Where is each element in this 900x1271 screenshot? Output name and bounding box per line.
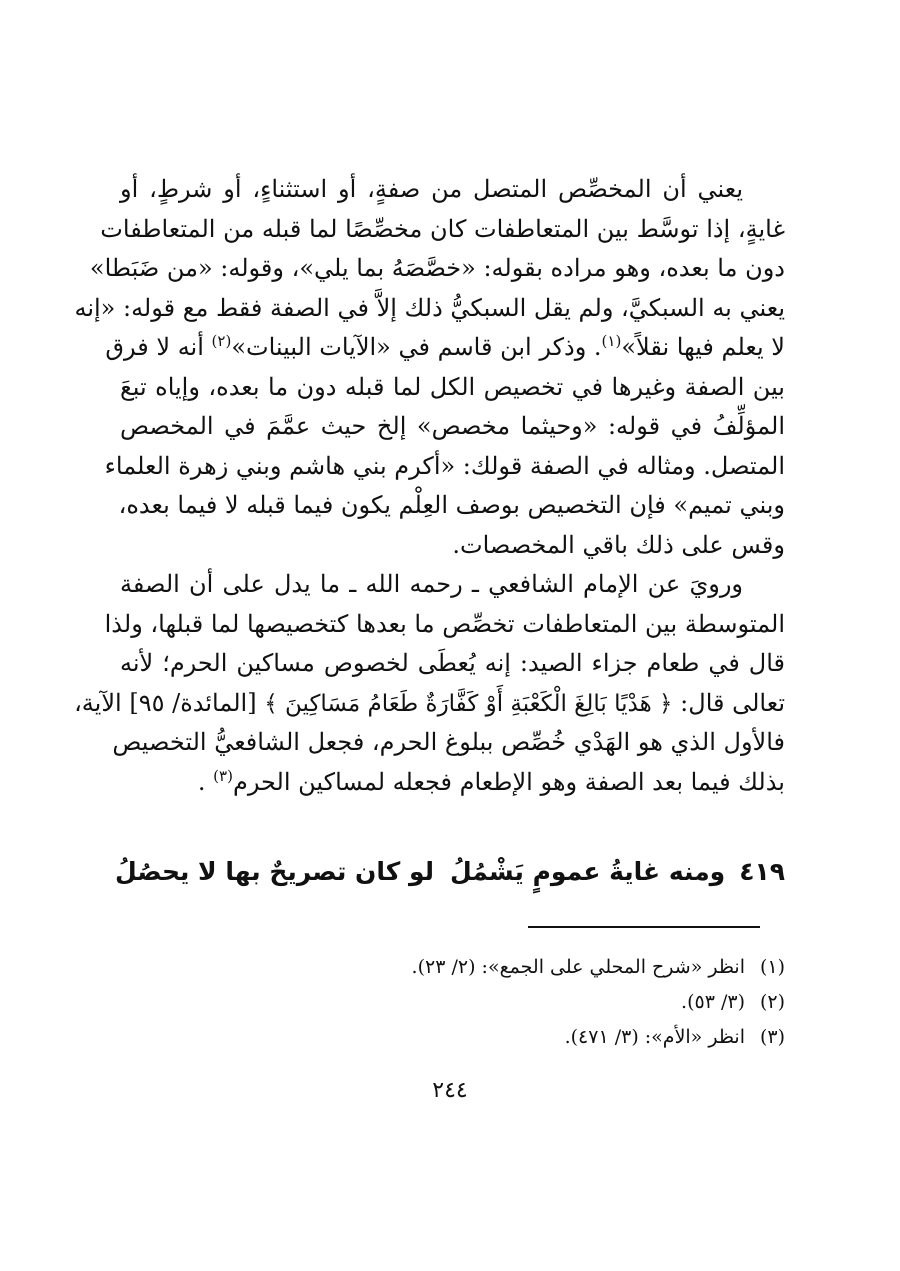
text-line: المؤلِّفُ في قوله: «وحيثما مخصص» إلخ حيث عمَّمَ في المخصص: [120, 412, 785, 440]
footnote: [120, 985, 785, 1020]
footnote-text: انظر «شرح المحلي على الجمع»: (٢/ ٢٣).: [411, 956, 745, 978]
footnotes: [120, 950, 785, 1055]
footnote: [120, 1020, 785, 1055]
text-line: غايةٍ، إذا توسَّط بين المتعاطفات كان مخصِّصًا لما قبله من المتعاطفات: [100, 214, 785, 243]
text-line: فالأول الذي هو الهَدْي خُصِّص ببلوغ الحرم، فجعل الشافعيُّ التخصيص: [112, 728, 785, 756]
footnote-number: (٢): [759, 991, 785, 1013]
text-line: المتوسطة بين المتعاطفات تخصِّص ما بعدها كتخصيصها لما قبلها، ولذا: [104, 609, 785, 638]
text-line: يعني أن المخصِّص المتصل من صفةٍ، أو استثناءٍ، أو شرطٍ، أو: [120, 175, 743, 203]
footnote-ref: (١): [601, 332, 622, 350]
page-number: ٢٤٤: [432, 1078, 468, 1103]
verse-line: [115, 850, 785, 894]
text-line: لا يعلم فيها نقلاً»$^{(١)}$. وذكر ابن قاسم في «الآيات البينات»$^{(٢)}$ أنه لا فرق: [105, 332, 785, 361]
body-text: [74, 170, 785, 802]
text-line: بين الصفة وغيرها في تخصيص الكل لما قبله دون ما بعده، وإياه تبعَ: [120, 372, 785, 401]
quran-quote: ﴿ هَدْيًا بَالِغَ الْكَعْبَةِ أَوْ كَفَّارَةٌ طَعَامُ مَسَاكِينَ ﴾: [264, 690, 673, 717]
text-line: بذلك فيما بعد الصفة وهو الإطعام فجعله لمساكين الحرم$^{(٣)}$ .: [197, 766, 785, 796]
text-line: ورويَ عن الإمام الشافعي ـ رحمه الله ـ ما يدل على أن الصفة: [120, 570, 743, 598]
footnote: [120, 950, 785, 985]
footnote-text: انظر «الأم»: (٣/ ٤٧١).: [564, 1026, 745, 1048]
footnote-divider: [528, 926, 760, 928]
footnote-text: (٣/ ٥٣).: [681, 991, 745, 1013]
text-line: المتصل. ومثاله في الصفة قولك: «أكرم بني هاشم وبني زهرة العلماء: [104, 451, 785, 480]
text-line: وقس على ذلك باقي المخصصات.: [452, 530, 785, 559]
footnote-number: (٣): [759, 1026, 785, 1048]
text-line: وبني تميم» فإن التخصيص بوصف العِلْم يكون فيما قبله لا فيما بعده،: [118, 491, 785, 519]
text-line: دون ما بعده، وهو مراده بقوله: «خصَّصَهُ بما يلي»، وقوله: «من ضَبَطا»: [89, 254, 785, 282]
footnote-number: (١): [759, 956, 785, 978]
verse-hemistich-second: لو كان تصريحٌ بها لا يحصُلُ: [115, 857, 435, 886]
verse-hemistich-first: ومنه غايةُ عمومٍ يَشْمُلُ: [449, 857, 726, 886]
text-line: تعالى قال: ﴿ هَدْيًا بَالِغَ الْكَعْبَةِ أَوْ كَفَّارَةٌ طَعَامُ مَسَاكِينَ ﴾ [المائدة/ ٩٥] الآية،: [74, 688, 785, 717]
text-line: يعني به السبكيَّ، ولم يقل السبكيُّ ذلك إلاَّ في الصفة فقط مع قوله: «إنه: [74, 293, 785, 322]
verse-number: ٤١٩: [739, 857, 785, 886]
text-line: قال في طعام جزاء الصيد: إنه يُعطَى لخصوص مساكين الحرم؛ لأنه: [120, 649, 785, 677]
footnote-ref: (٣): [213, 766, 233, 785]
footnote-ref: (٢): [211, 332, 232, 350]
